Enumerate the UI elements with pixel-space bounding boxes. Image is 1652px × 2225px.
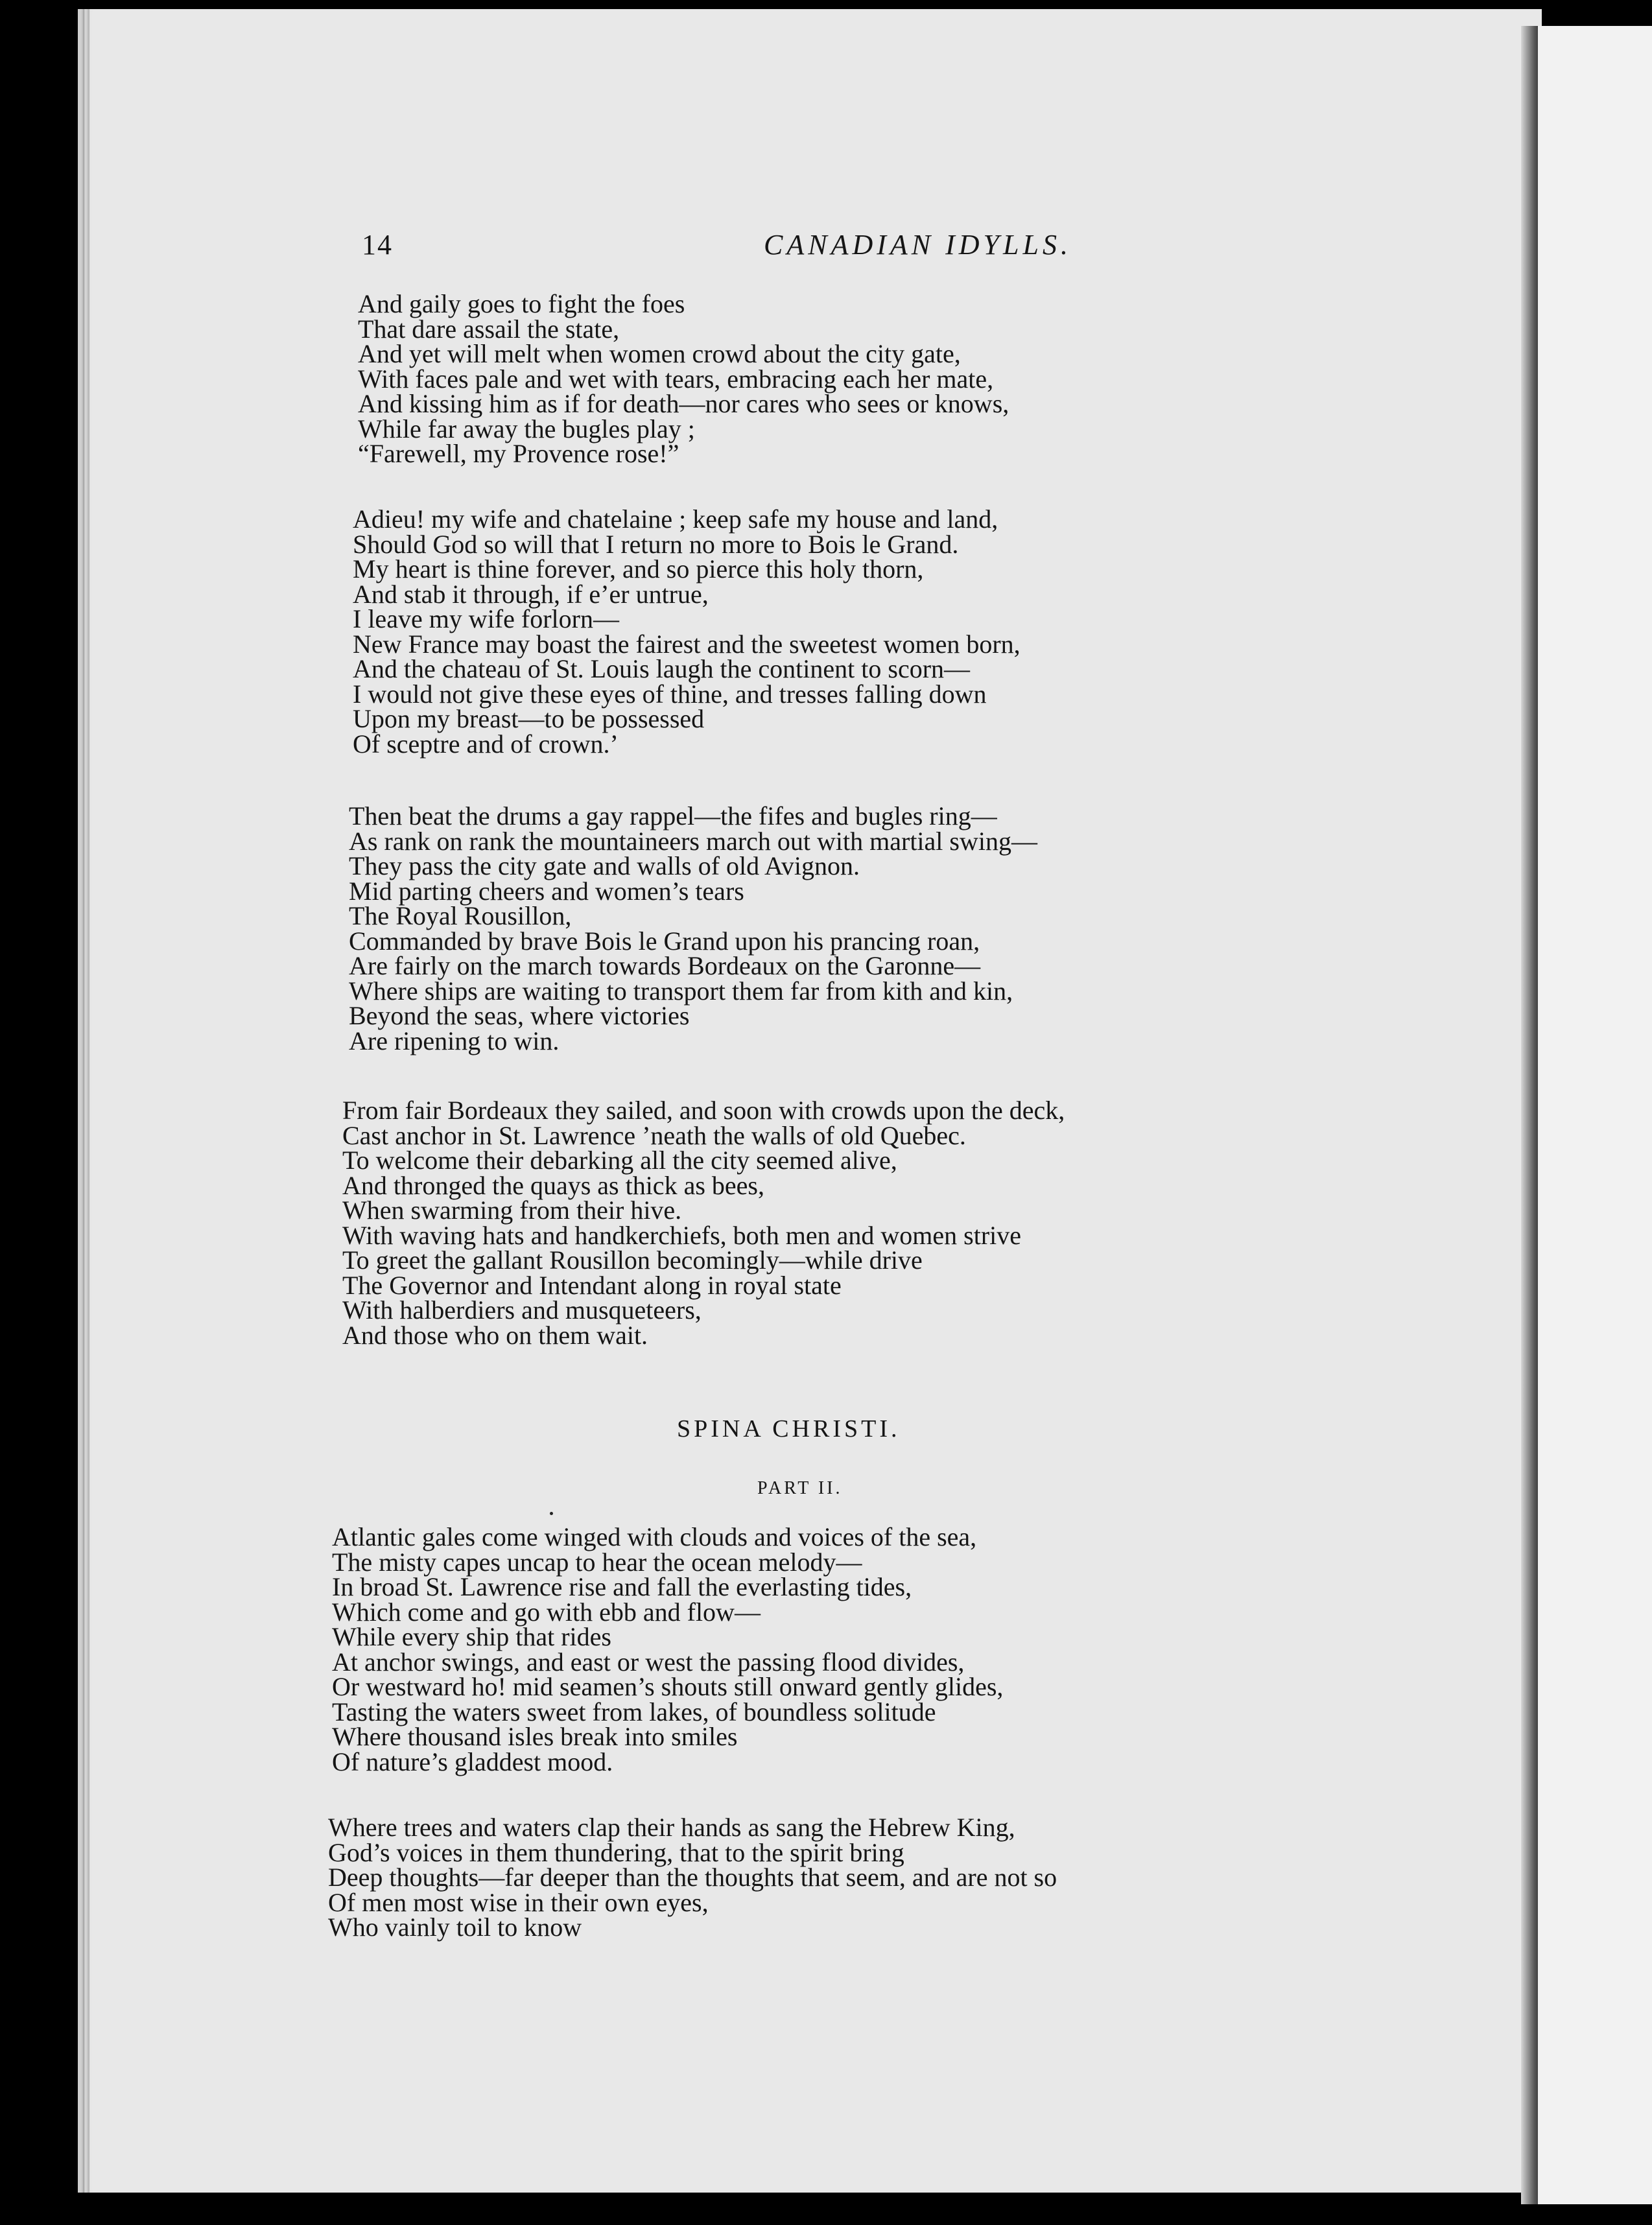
verse-line: God’s voices in them thundering, that to the spirit bring [328, 1837, 904, 1867]
verse-line: They pass the city gate and walls of old Avignon. [349, 851, 860, 880]
verse-line: Are fairly on the march towards Bordeaux on the Garonne— [349, 951, 981, 980]
verse-line: As rank on rank the mountaineers march out with martial swing— [349, 826, 1037, 856]
stanza [332, 1522, 1004, 1776]
book-page [78, 9, 1542, 2193]
facing-page-edge [1538, 26, 1652, 2204]
verse-line: “Farewell, my Provence rose!” [358, 439, 679, 468]
verse-line: The Royal Rousillon, [349, 901, 572, 930]
verse-line: Which come and go with ebb and flow— [332, 1597, 761, 1627]
verse-line: That dare assail the state, [358, 314, 620, 344]
verse-line: Upon my breast—to be possessed [353, 704, 705, 733]
verse-line: Should God so will that I return no more to Bois le Grand. [353, 529, 959, 559]
verse-line: Then beat the drums a gay rappel—the fifes and bugles ring— [349, 801, 997, 830]
verse-line: Adieu! my wife and chatelaine ; keep safe my house and land, [353, 504, 998, 534]
verse-line: To greet the gallant Rousillon becomingly—while drive [342, 1245, 923, 1275]
stanza [342, 1098, 1065, 1348]
verse-line: In broad St. Lawrence rise and fall the everlasting tides, [332, 1572, 912, 1601]
stanza [358, 289, 1009, 468]
verse-line: To welcome their debarking all the city seemed alive, [342, 1146, 897, 1175]
verse-line: I leave my wife forlorn— [353, 604, 619, 633]
verse-line: Cast anchor in St. Lawrence ’neath the walls of old Quebec. [342, 1120, 966, 1150]
page-edge [83, 9, 89, 2193]
stanza [349, 801, 1037, 1055]
verse-line: Where trees and waters clap their hands as sang the Hebrew King, [328, 1813, 1015, 1842]
verse-line: Tasting the waters sweet from lakes, of boundless solitude [332, 1697, 936, 1726]
verse-line: I would not give these eyes of thine, and tresses falling down [353, 679, 987, 709]
verse-line: Commanded by brave Bois le Grand upon his prancing roan, [349, 926, 980, 956]
verse-line: The misty capes uncap to hear the ocean melody— [332, 1547, 862, 1577]
verse-line: With halberdiers and musqueteers, [342, 1295, 702, 1324]
running-header [362, 228, 1166, 267]
verse-line: Atlantic gales come winged with clouds and voices of the sea, [332, 1522, 977, 1551]
verse-line: With faces pale and wet with tears, embracing each her mate, [358, 364, 994, 394]
verse-line: And those who on them wait. [342, 1320, 648, 1350]
verse-line: Deep thoughts—far deeper than the thoughts that seem, and are not so [328, 1863, 1057, 1892]
verse-line: Where ships are waiting to transport them far from kith and kin, [349, 976, 1013, 1006]
verse-line: New France may boast the fairest and the sweetest women born, [353, 629, 1021, 659]
verse-line: Or westward ho! mid seamen’s shouts still onward gently glides, [332, 1672, 1004, 1701]
verse-line: Who vainly toil to know [328, 1913, 582, 1942]
verse-line: Of nature’s gladdest mood. [332, 1747, 613, 1776]
stanza [353, 504, 1021, 759]
verse-line: With waving hats and handkerchiefs, both men and women strive [342, 1220, 1022, 1250]
verse-line: My heart is thine forever, and so pierce this holy thorn, [353, 554, 924, 583]
verse-line: While far away the bugles play ; [358, 414, 695, 443]
verse-line: From fair Bordeaux they sailed, and soon with crowds upon the deck, [342, 1096, 1065, 1125]
verse-line: And yet will melt when women crowd about the city gate, [358, 339, 961, 368]
stanza [328, 1815, 1057, 1940]
verse-line: Are ripening to win. [349, 1026, 560, 1055]
verse-line: Where thousand isles break into smiles [332, 1722, 738, 1751]
running-title: CANADIAN IDYLLS. [764, 229, 1072, 261]
verse-line: And gaily goes to fight the foes [358, 289, 685, 318]
poem-part: PART II. [757, 1478, 843, 1498]
verse-line: And stab it through, if e’er untrue, [353, 579, 709, 609]
verse-line: Beyond the seas, where victories [349, 1001, 690, 1030]
verse-line: The Governor and Intendant along in royal state [342, 1270, 842, 1300]
verse-line: Mid parting cheers and women’s tears [349, 876, 744, 906]
poem-title: SPINA CHRISTI. [677, 1415, 901, 1442]
verse-line: And the chateau of St. Louis laugh the continent to scorn— [353, 654, 971, 683]
verse-line: At anchor swings, and east or west the passing flood divides, [332, 1647, 965, 1677]
verse-line: When swarming from their hive. [342, 1195, 682, 1225]
verse-line: Of sceptre and of crown.’ [353, 729, 619, 759]
verse-line: And thronged the quays as thick as bees, [342, 1170, 764, 1200]
print-speck [550, 1512, 553, 1515]
verse-line: While every ship that rides [332, 1622, 611, 1651]
verse-line: And kissing him as if for death—nor cares who sees or knows, [358, 389, 1009, 418]
verse-line: Of men most wise in their own eyes, [328, 1887, 709, 1917]
page-text [82, 9, 1542, 2193]
page-number: 14 [362, 229, 393, 261]
